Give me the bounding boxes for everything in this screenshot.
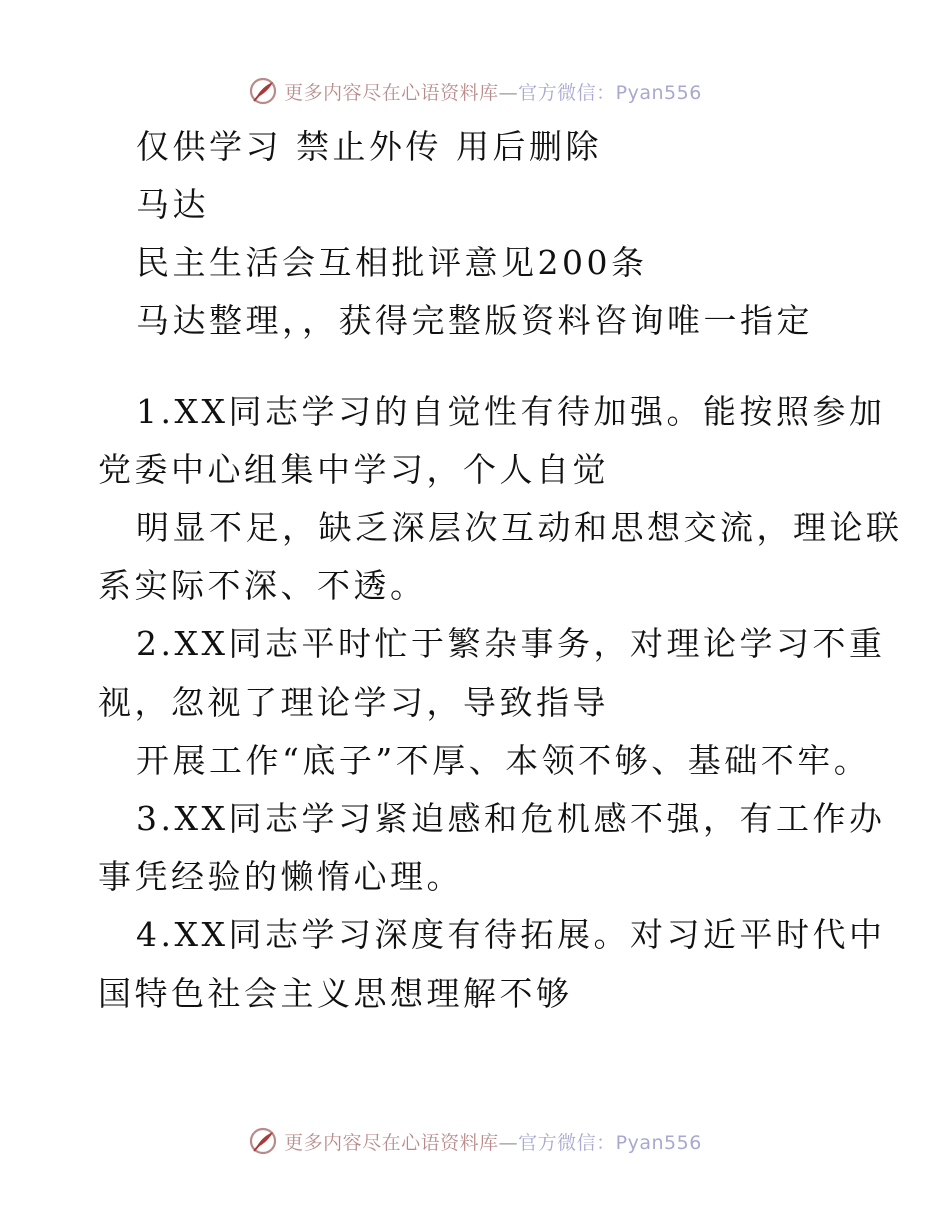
- author-line: 马达: [136, 185, 209, 224]
- footer-watermark: [0, 1121, 950, 1161]
- watermark-site-text: 更多内容尽在心语资料库: [284, 81, 499, 104]
- watermark-text: [284, 78, 702, 105]
- watermark-contact: 官方微信：Pyan556: [518, 1131, 702, 1154]
- paragraph-line: 4.XX同志学习深度有待拓展。对习近平时代中: [136, 915, 886, 954]
- paragraph-line: 党委中心组集中学习，个人自觉: [98, 450, 609, 489]
- paragraph-line: 系实际不深、不透。: [98, 566, 427, 605]
- notice-line: 仅供学习 禁止外传 用后删除: [136, 127, 602, 166]
- paragraph-line: 事凭经验的懒惰心理。: [98, 857, 463, 896]
- watermark-text: [284, 1128, 702, 1155]
- paragraph-line: 3.XX同志学习紧迫感和危机感不强，有工作办: [136, 799, 886, 838]
- watermark-separator: —: [498, 1131, 519, 1154]
- document-title: 民主生活会互相批评意见200条: [136, 243, 648, 282]
- watermark-contact: 官方微信：Pyan556: [518, 81, 702, 104]
- paragraph-line: 开展工作“底子”不厚、本领不够、基础不牢。: [136, 741, 871, 780]
- paragraph-line: 视，忽视了理论学习，导致指导: [98, 683, 609, 722]
- header-watermark: [0, 71, 950, 111]
- compiler-line: 马达整理，，获得完整版资料咨询唯一指定: [136, 301, 813, 340]
- paragraph-line: 2.XX同志平时忙于繁杂事务，对理论学习不重: [136, 624, 886, 663]
- paragraph-line: 国特色社会主义思想理解不够: [98, 974, 573, 1013]
- feather-pen-logo-icon: [248, 1126, 278, 1156]
- watermark-separator: —: [498, 81, 519, 104]
- feather-pen-logo-icon: [248, 76, 278, 106]
- paragraph-line: 1.XX同志学习的自觉性有待加强。能按照参加: [136, 392, 886, 431]
- paragraph-line: 明显不足，缺乏深层次互动和思想交流，理论联: [136, 508, 903, 547]
- watermark-site-text: 更多内容尽在心语资料库: [284, 1131, 499, 1154]
